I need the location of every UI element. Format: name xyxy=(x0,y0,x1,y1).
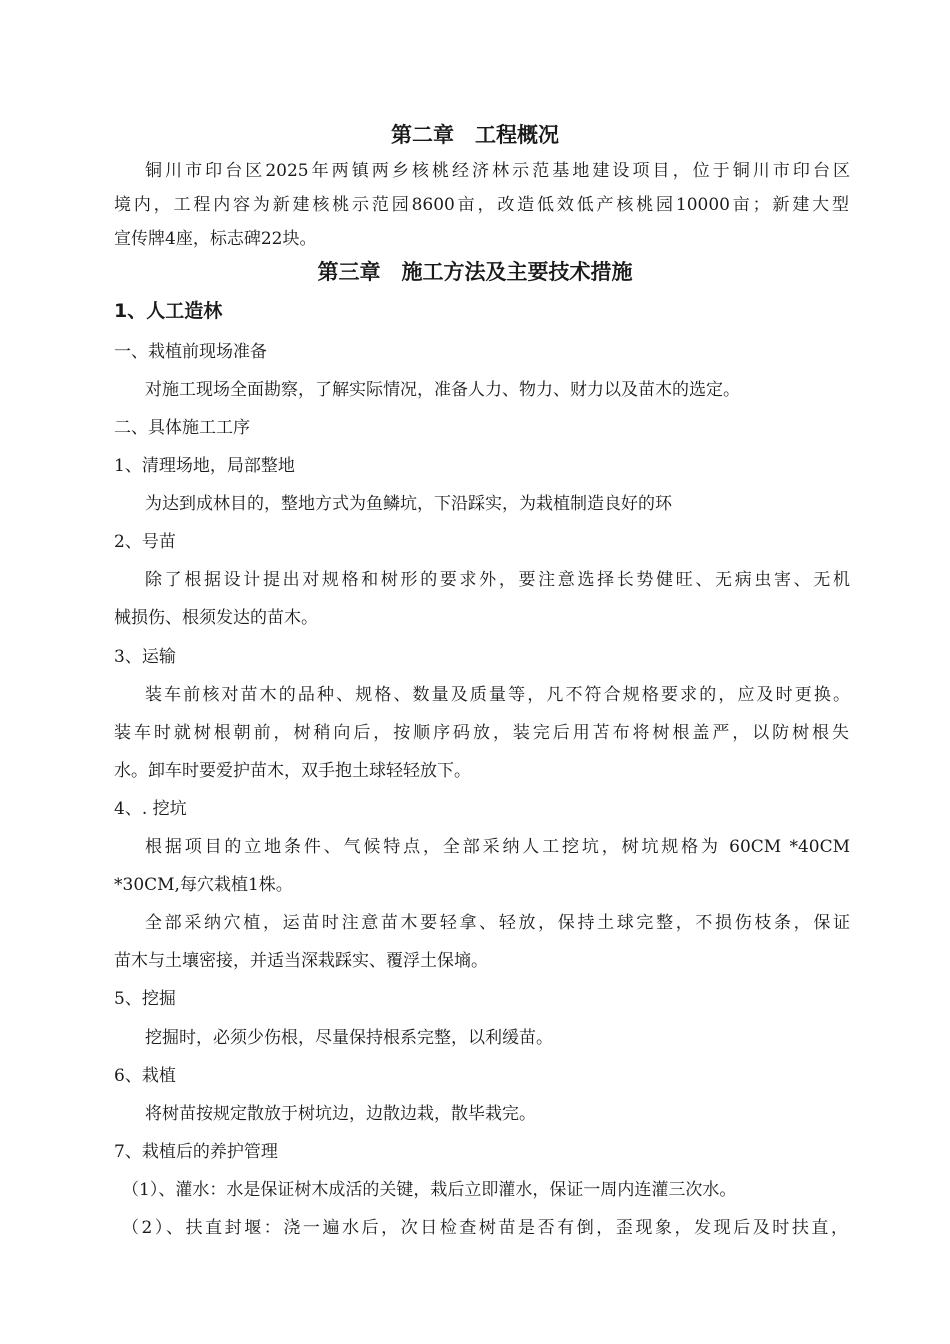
subheading-procedures: 二、具体施工工序 xyxy=(114,418,250,438)
step4-text-line-2: *30CM,每穴栽植1株。 xyxy=(114,875,293,895)
step2-text-line-2: 械损伤、根须发达的苗木。 xyxy=(114,608,318,628)
step2-heading: 2、号苗 xyxy=(114,532,176,552)
step3-text-line-2: 装车时就树根朝前，树稍向后，按顺序码放，装完后用苫布将树根盖严，以防树根失 xyxy=(114,723,849,743)
chapter3-title: 第三章 施工方法及主要技术措施 xyxy=(317,260,633,284)
chapter2-para-line-2: 境内，工程内容为新建核桃示范园8600亩，改造低效低产核桃园10000亩；新建大型 xyxy=(114,195,849,215)
step1-text: 为达到成林目的，整地方式为鱼鳞坑，下沿踩实，为栽植制造良好的环 xyxy=(145,494,672,514)
step4-text2-line-1: 全部采纳穴植，运苗时注意苗木要轻拿、轻放，保持土球完整，不损伤枝条，保证 xyxy=(145,913,850,933)
chapter2-para-line-3: 宣传牌4座，标志碑22块。 xyxy=(114,229,317,249)
step5-heading: 5、挖掘 xyxy=(114,989,176,1009)
section-heading: 1、人工造林 xyxy=(114,300,223,322)
step7-item-1: （1）、灌水：水是保证树木成活的关键，栽后立即灌水，保证一周内连灌三次水。 xyxy=(122,1180,737,1200)
step3-text-line-1: 装车前核对苗木的品种、规格、数量及质量等，凡不符合规格要求的，应及时更换。 xyxy=(145,685,850,705)
site-prep-text: 对施工现场全面勘察，了解实际情况，准备人力、物力、财力以及苗木的选定。 xyxy=(145,380,740,400)
step4-heading: 4、. 挖坑 xyxy=(114,799,187,819)
step4-text-line-1: 根据项目的立地条件、气候特点，全部采纳人工挖坑，树坑规格为 60CM *40CM xyxy=(145,837,850,857)
step6-heading: 6、栽植 xyxy=(114,1066,176,1086)
chapter2-para-line-1: 铜川市印台区2025年两镇两乡核桃经济林示范基地建设项目，位于铜川市印台区 xyxy=(145,161,850,181)
step1-heading: 1、清理场地，局部整地 xyxy=(114,456,295,476)
step7-heading: 7、栽植后的养护管理 xyxy=(114,1142,278,1162)
step5-text: 挖掘时，必须少伤根，尽量保持根系完整，以利缓苗。 xyxy=(145,1028,553,1048)
chapter2-title: 第二章 工程概况 xyxy=(391,123,559,147)
step3-text-line-3: 水。卸车时要爱护苗木，双手抱土球轻轻放下。 xyxy=(114,761,471,781)
step3-heading: 3、运输 xyxy=(114,647,176,667)
step7-item-2: （2）、扶直封堰：浇一遍水后，次日检查树苗是否有倒，歪现象，发现后及时扶直， xyxy=(122,1218,848,1238)
step4-text2-line-2: 苗木与土壤密接，并适当深栽踩实、覆浮土保墒。 xyxy=(114,951,488,971)
step2-text-line-1: 除了根据设计提出对规格和树形的要求外，要注意选择长势健旺、无病虫害、无机 xyxy=(145,570,850,590)
step6-text: 将树苗按规定散放于树坑边，边散边栽，散毕栽完。 xyxy=(145,1104,536,1124)
subheading-site-prep: 一、栽植前现场准备 xyxy=(114,342,267,362)
